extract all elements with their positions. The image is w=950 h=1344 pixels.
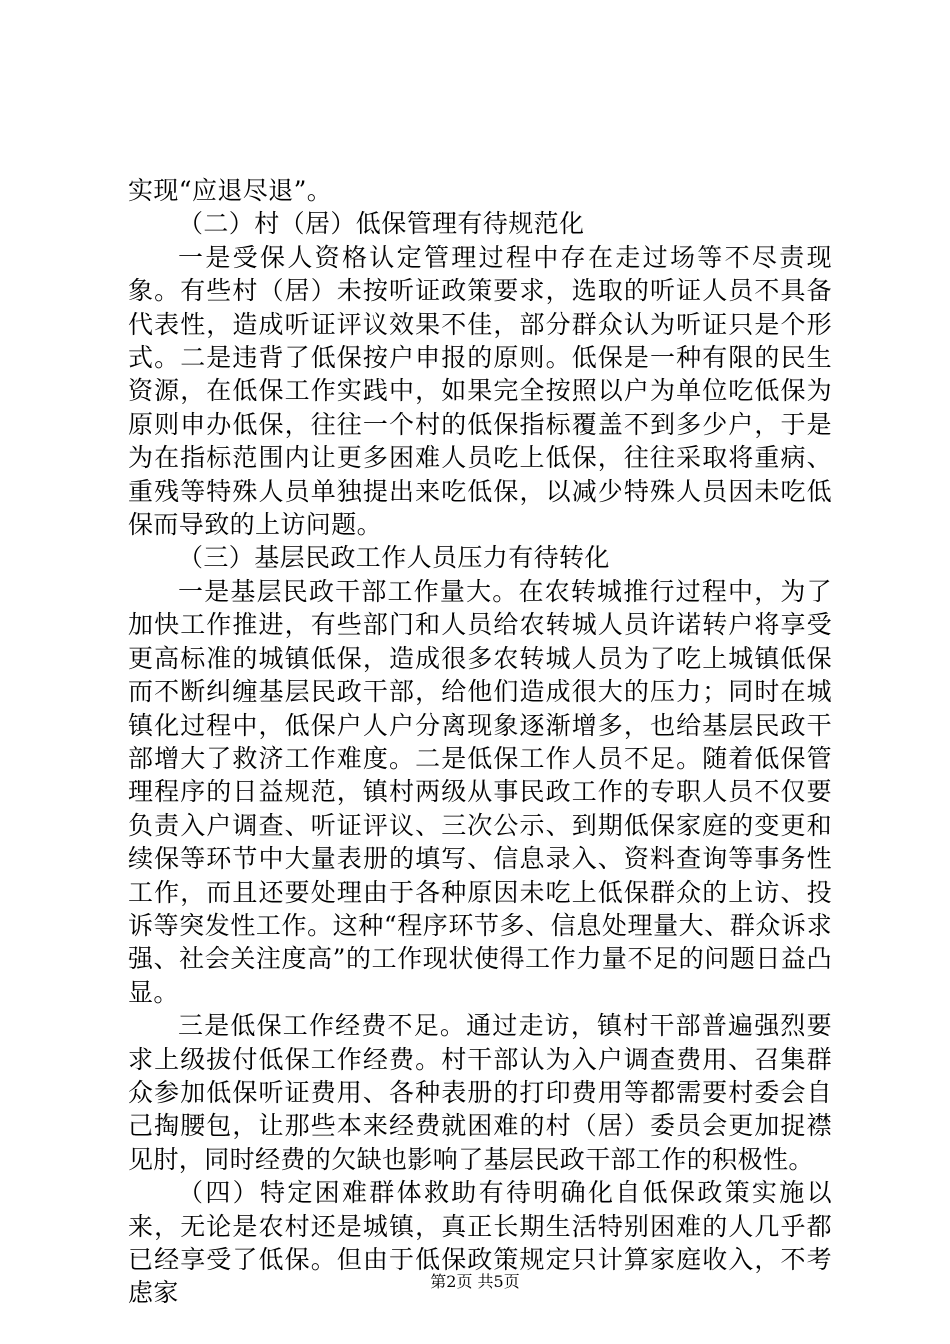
paragraph-continuation: 实现“应退尽退”。 <box>128 176 333 205</box>
page-footer: 第2页 共5页 <box>430 1272 520 1291</box>
document-body <box>128 174 832 1310</box>
paragraph-qualification: 一是受保人资格认定管理过程中存在走过场等不尽责现象。有些村（居）未按听证政策要求，选取的听证人员不具备代表性，造成听证评议效果不佳，部分群众认为听证只是个形式。二是违背了低保按户申报的原则。低保是一种有限的民生资源，在低保工作实践中，如果完全按照以户为单位吃低保为原则申办低保，往往一个村的低保指标覆盖不到多少户，于是为在指标范围内让更多困难人员吃上低保，往往采取将重病、重残等特殊人员单独提出来吃低保，以减少特殊人员因未吃低保而导致的上访问题。 <box>128 242 832 540</box>
paragraph-funding: 三是低保工作经费不足。通过走访，镇村干部普遍强烈要求上级拔付低保工作经费。村干部认为入户调查费用、召集群众参加低保听证费用、各种表册的打印费用等都需要村委会自己掏腰包，让那些本来经费就困难的村（居）委员会更加捉襟见肘，同时经费的欠缺也影响了基层民政干部工作的积极性。 <box>128 1011 832 1174</box>
section-heading-2: （二）村（居）低保管理有待规范化 <box>178 209 585 239</box>
paragraph-workload: 一是基层民政干部工作量大。在农转城推行过程中，为了加快工作推进，有些部门和人员给农转城人员许诺转户将享受更高标准的城镇低保，造成很多农转城人员为了吃上城镇低保而不断纠缠基层民政干部，给他们造成很大的压力；同时在城镇化过程中，低保户人户分离现象逐渐增多，也给基层民政干部增大了救济工作难度。二是低保工作人员不足。随着低保管理程序的日益规范，镇村两级从事民政工作的专职人员不仅要负责入户调查、听证评议、三次公示、到期低保家庭的变更和续保等环节中大量表册的填写、信息录入、资料查询等事务性工作，而且还要处理由于各种原因未吃上低保群众的上访、投诉等突发性工作。这种“程序环节多、信息处理量大、群众诉求强、社会关注度高”的工作现状使得工作力量不足的问题日益凸显。 <box>128 576 832 1007</box>
section-heading-3: （三）基层民政工作人员压力有待转化 <box>178 543 610 573</box>
paragraph-special-groups: （四）特定困难群体救助有待明确化自低保政策实施以来，无论是农村还是城镇，真正长期生活特别困难的人几乎都已经享受了低保。但由于低保政策规定只计算家庭收入，不考虑家 <box>128 1178 832 1308</box>
